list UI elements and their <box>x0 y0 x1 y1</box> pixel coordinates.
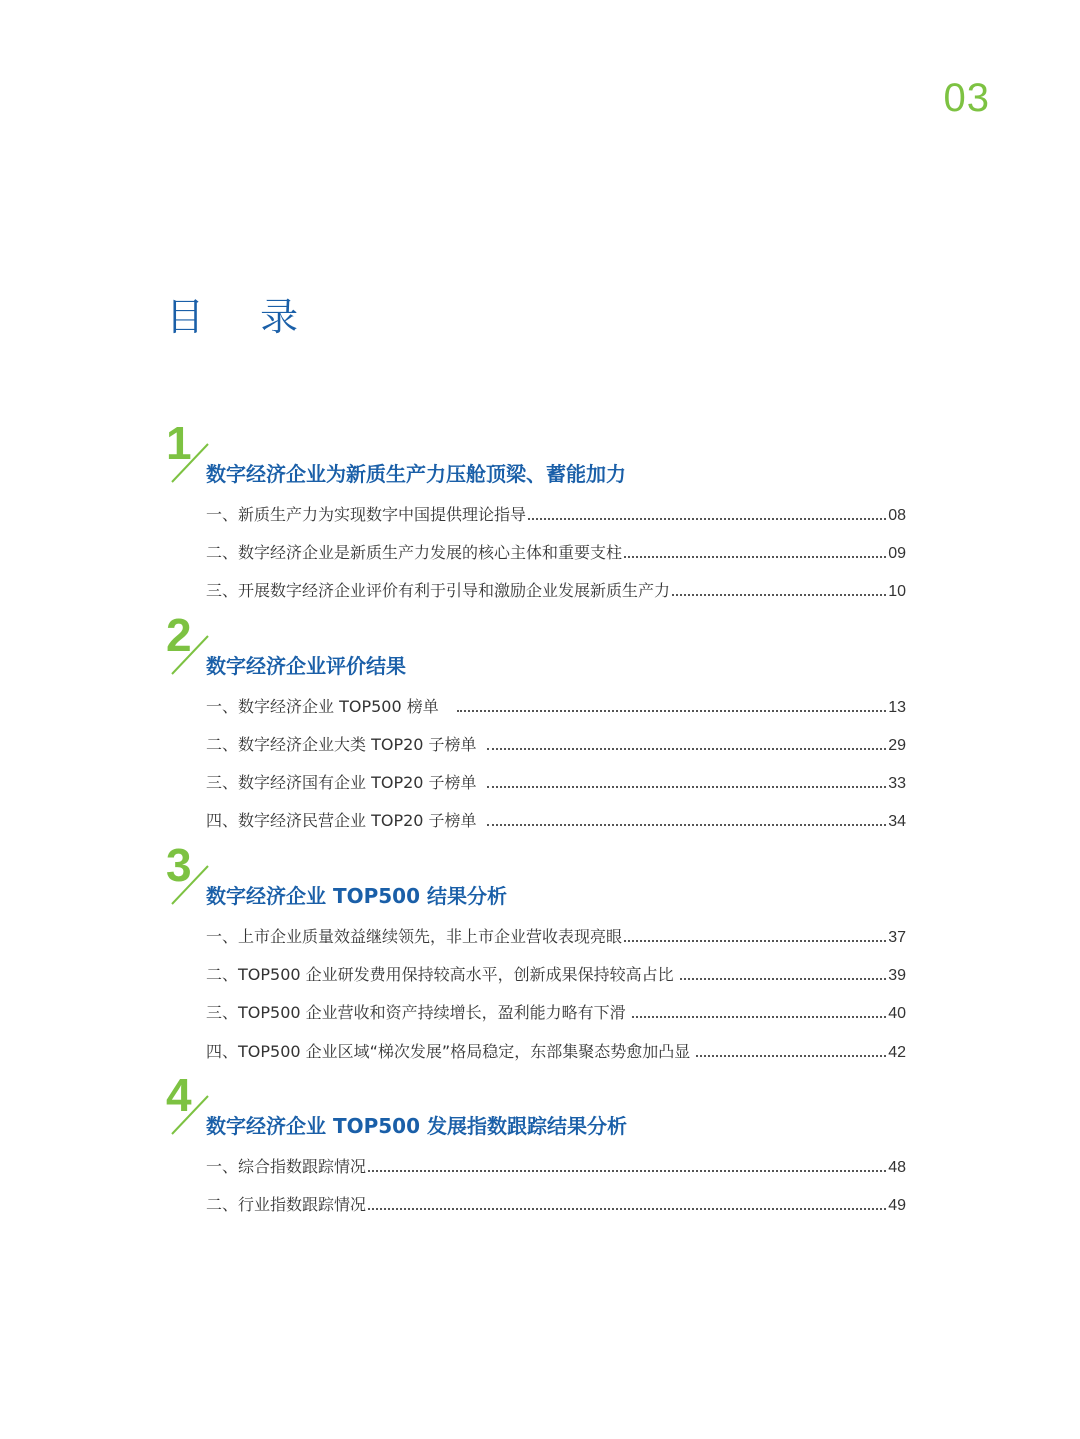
section-number: 3 <box>166 839 192 891</box>
section-heading: 数字经济企业评价结果 <box>206 654 406 678</box>
section-heading: 数字经济企业 TOP500 发展指数跟踪结果分析 <box>206 1114 627 1138</box>
toc-entry[interactable] <box>206 1040 906 1062</box>
dot-leader <box>624 556 886 558</box>
toc-entry-label: 一、新质生产力为实现数字中国提供理论指导 <box>206 505 527 524</box>
toc-entry-label: 二、数字经济企业是新质生产力发展的核心主体和重要支柱 <box>206 543 623 562</box>
section-number: 1 <box>166 417 192 469</box>
toc-entry-page: 48 <box>888 1159 906 1176</box>
dot-leader <box>457 710 886 712</box>
toc-entry-label: 二、行业指数跟踪情况 <box>206 1195 367 1214</box>
toc-entry-label: 四、数字经济民营企业 TOP20 子榜单 <box>206 811 477 830</box>
section-number: 2 <box>166 609 192 661</box>
section-number: 4 <box>166 1069 192 1121</box>
section-heading: 数字经济企业为新质生产力压舱顶梁、蓄能加力 <box>206 462 626 486</box>
toc-entry-page: 33 <box>888 775 906 792</box>
toc-entry-label: 三、数字经济国有企业 TOP20 子榜单 <box>206 773 477 792</box>
dot-leader <box>487 748 887 750</box>
toc-entry-page: 49 <box>888 1197 906 1214</box>
toc-entry-page: 09 <box>888 545 906 562</box>
toc-entry[interactable] <box>206 695 906 717</box>
toc-entry-page: 37 <box>888 929 906 946</box>
dot-leader <box>672 594 886 596</box>
toc-entry-page: 34 <box>888 813 906 830</box>
toc-entry-page: 29 <box>888 737 906 754</box>
toc-entry-label: 一、综合指数跟踪情况 <box>206 1157 367 1176</box>
dot-leader <box>487 786 887 788</box>
toc-entry[interactable] <box>206 1001 906 1023</box>
toc-entry[interactable] <box>206 541 906 563</box>
toc-entry-page: 08 <box>888 507 906 524</box>
toc-entry[interactable] <box>206 925 906 947</box>
dot-leader <box>632 1016 887 1018</box>
toc-entry-page: 42 <box>888 1044 906 1061</box>
toc-entry-label: 三、开展数字经济企业评价有利于引导和激励企业发展新质生产力 <box>206 581 671 600</box>
toc-entry-label: 一、上市企业质量效益继续领先，非上市企业营收表现亮眼 <box>206 927 623 946</box>
toc-entry-page: 39 <box>888 967 906 984</box>
toc-title: 目 录 <box>166 295 321 339</box>
toc-entry[interactable] <box>206 1155 906 1177</box>
toc-entry[interactable] <box>206 1193 906 1215</box>
dot-leader <box>696 1055 886 1057</box>
toc-entry-label: 三、TOP500 企业营收和资产持续增长，盈利能力略有下滑 <box>206 1003 626 1022</box>
dot-leader <box>680 978 887 980</box>
toc-entry[interactable] <box>206 579 906 601</box>
dot-leader <box>487 824 887 826</box>
toc-entry[interactable] <box>206 771 906 793</box>
dot-leader <box>528 518 886 520</box>
toc-entry[interactable] <box>206 963 906 985</box>
toc-entry-page: 10 <box>888 583 906 600</box>
toc-entry[interactable] <box>206 733 906 755</box>
toc-entry-label: 二、数字经济企业大类 TOP20 子榜单 <box>206 735 477 754</box>
section-heading: 数字经济企业 TOP500 结果分析 <box>206 884 507 908</box>
dot-leader <box>368 1170 886 1172</box>
toc-entry[interactable] <box>206 809 906 831</box>
toc-entry-label: 二、TOP500 企业研发费用保持较高水平，创新成果保持较高占比 <box>206 965 674 984</box>
page-number: 03 <box>943 76 990 120</box>
dot-leader <box>624 940 886 942</box>
toc-entry[interactable] <box>206 503 906 525</box>
dot-leader <box>368 1208 886 1210</box>
toc-entry-label: 四、TOP500 企业区域“梯次发展”格局稳定，东部集聚态势愈加凸显 <box>206 1042 691 1061</box>
toc-entry-label: 一、数字经济企业 TOP500 榜单 <box>206 697 439 716</box>
toc-entry-page: 40 <box>888 1005 906 1022</box>
toc-entry-page: 13 <box>888 699 906 716</box>
